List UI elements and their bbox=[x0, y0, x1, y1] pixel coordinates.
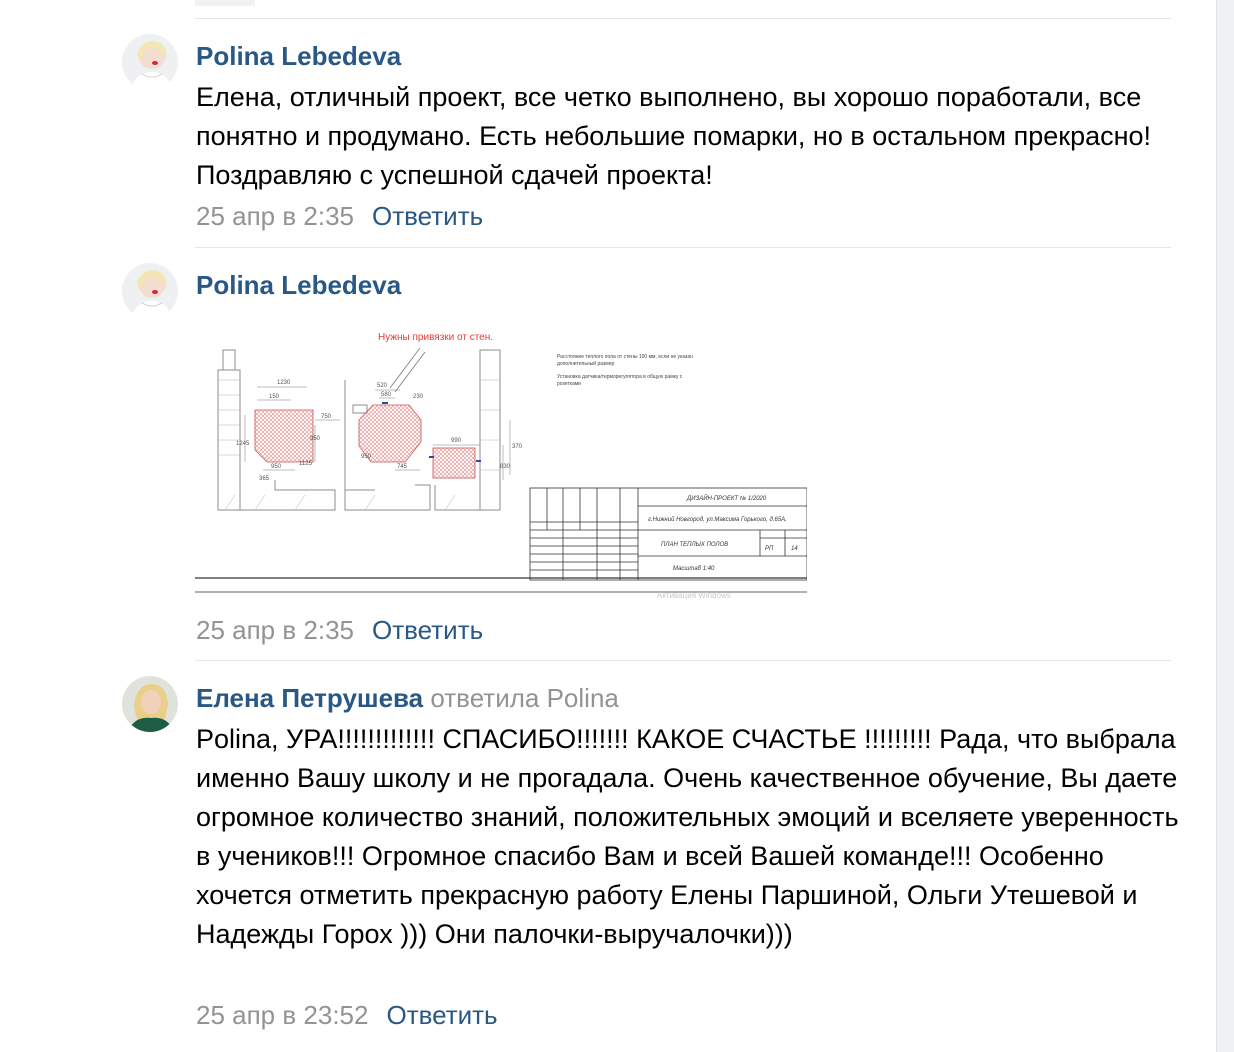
drawing-dimension: 745 bbox=[397, 464, 408, 470]
drawing-dimension: 950 bbox=[271, 464, 282, 470]
replied-to-link[interactable]: Polina bbox=[546, 683, 619, 713]
drawing-red-note: Нужны привязки от стен. bbox=[378, 332, 494, 343]
comment-author[interactable]: Елена Петрушева bbox=[196, 683, 424, 713]
drawing-dimension: 370 bbox=[512, 444, 523, 450]
title-block-project: ДИЗАЙН-ПРОЕКТ № 1/2020 bbox=[687, 496, 767, 502]
comment-text: Елена, отличный проект, все четко выполнено, вы хорошо поработали, все понятно и продумано. Есть небольшие помарки, но в остальном прекрасно! Поздравляю с успешной сдачей проекта! bbox=[196, 82, 1152, 190]
drawing-dimension: 950 bbox=[361, 454, 372, 460]
windows-activation-watermark: Активация Windows bbox=[657, 591, 731, 600]
attached-drawing-image[interactable] bbox=[195, 320, 807, 600]
divider bbox=[195, 247, 1171, 248]
avatar[interactable] bbox=[122, 34, 178, 90]
drawing-note: дополнительный размер bbox=[557, 361, 615, 367]
drawing-dimension: 580 bbox=[381, 392, 392, 398]
drawing-dimension: 1230 bbox=[277, 380, 291, 386]
drawing-dimension: 950 bbox=[310, 436, 321, 442]
divider bbox=[195, 660, 1171, 661]
comment-author[interactable]: Polina Lebedeva bbox=[196, 270, 402, 300]
drawing-dimension: 150 bbox=[269, 394, 280, 400]
drawing-dimension: 1245 bbox=[236, 441, 250, 447]
comment-author[interactable]: Polina Lebedeva bbox=[196, 41, 402, 71]
avatar[interactable] bbox=[122, 676, 178, 732]
comment-text: Polina, УРА!!!!!!!!!!!!! СПАСИБО!!!!!!! КАКОЕ СЧАСТЬЕ !!!!!!!!! Рада, что выбрала именно Вашу школу и не прогадала. Очень качественное обучение, Вы даете огромное количество знаний, положительных эмоций и вселяете уверенность в учеников!!! Огромное спасибо Вам и всей Вашей команде!!! Особенно хочется отметить прекрасную работу Елены Паршиной, Ольги Утешевой и Надежды Горох ))) Они палочки-выручалочки))) bbox=[196, 724, 1179, 949]
replied-label: ответила bbox=[430, 683, 540, 713]
drawing-dimension: 990 bbox=[451, 438, 462, 444]
title-block-address: г.Нижний Новгород, ул.Максима Горького, д.65А, bbox=[648, 517, 787, 523]
drawing-dimension: 365 bbox=[259, 476, 270, 482]
previous-comment-remnant bbox=[195, 0, 255, 6]
drawing-dimension: 1125 bbox=[299, 461, 312, 467]
reply-link[interactable]: Ответить bbox=[372, 615, 484, 645]
drawing-dimension: 520 bbox=[377, 383, 388, 389]
drawing-dimension: 230 bbox=[413, 394, 424, 400]
divider bbox=[195, 18, 1171, 19]
drawing-dimension: 830 bbox=[500, 464, 511, 470]
drawing-note: Установка датчика/терморегулятора в общую рамку с bbox=[557, 374, 683, 380]
scrollbar-track[interactable] bbox=[1216, 0, 1234, 1052]
reply-link[interactable]: Ответить bbox=[372, 201, 484, 231]
title-block-number: 14 bbox=[791, 546, 798, 552]
drawing-note: Расстояние теплого пола от стены 100 мм, если не указан bbox=[557, 354, 693, 360]
drawing-note: розетками bbox=[557, 381, 581, 387]
drawing-dimension: 750 bbox=[321, 414, 332, 420]
title-block-scale: Масштаб 1:40 bbox=[673, 566, 715, 572]
title-block-stage: РП bbox=[765, 546, 774, 552]
comment-date[interactable]: 25 апр в 2:35 bbox=[196, 615, 355, 645]
comment-date[interactable]: 25 апр в 2:35 bbox=[196, 201, 355, 231]
title-block-sheet: ПЛАН ТЕПЛЫХ ПОЛОВ bbox=[661, 542, 729, 548]
avatar[interactable] bbox=[122, 263, 178, 319]
reply-link[interactable]: Ответить bbox=[386, 1000, 498, 1030]
comment-date[interactable]: 25 апр в 23:52 bbox=[196, 1000, 369, 1030]
